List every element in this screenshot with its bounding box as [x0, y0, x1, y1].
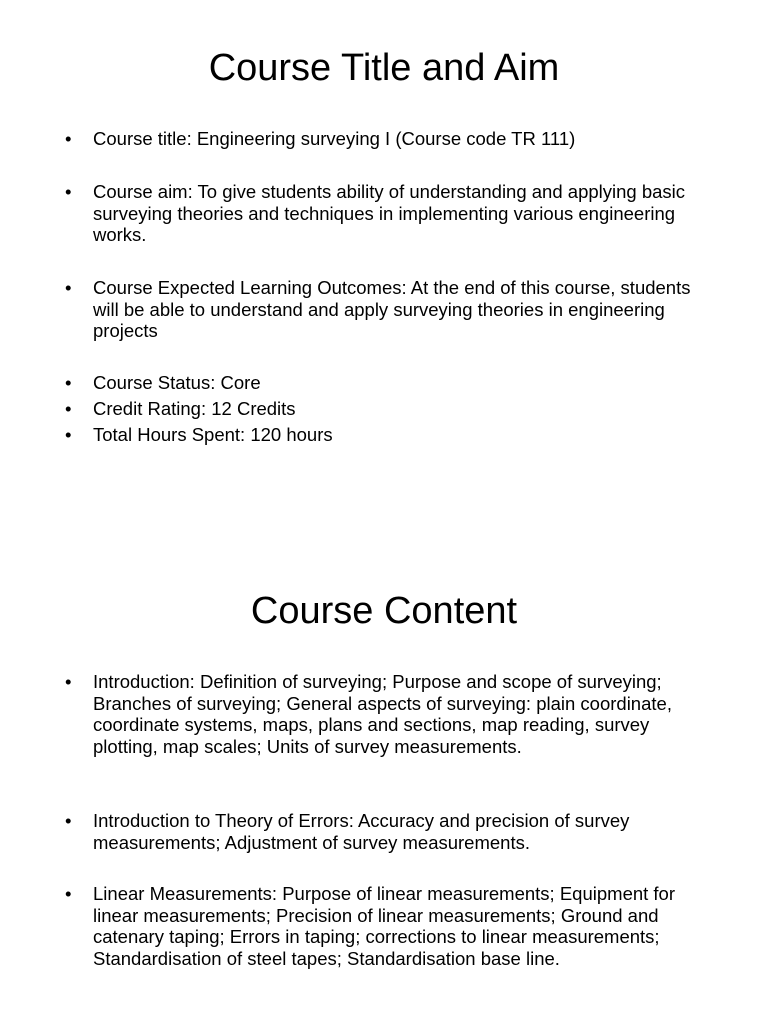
bullet-text: Credit Rating: 12 Credits	[93, 398, 296, 419]
slide-title: Course Title and Aim	[208, 47, 560, 89]
bullet-introduction	[65, 671, 713, 757]
bullet-course-status	[65, 372, 713, 394]
bullet-icon: •	[65, 277, 72, 298]
bullet-icon: •	[65, 671, 72, 692]
bullet-theory-of-errors	[65, 810, 713, 853]
bullet-text: Introduction: Definition of surveying; Purpose and scope of surveying; Branches of surveying; General aspects of surveying: plain coordinate, coordinate systems, maps, plans and sections, map reading, survey plotting, map scales; Units of survey measurements.	[93, 671, 672, 757]
bullet-icon: •	[65, 424, 72, 445]
bullet-learning-outcomes	[65, 277, 713, 342]
bullet-icon: •	[65, 128, 72, 149]
bullet-icon: •	[65, 810, 72, 831]
slide-course-content	[0, 542, 768, 1024]
bullet-course-title	[65, 128, 713, 150]
bullet-text: Introduction to Theory of Errors: Accuracy and precision of survey measurements; Adjustment of survey measurements.	[93, 810, 630, 853]
bullet-icon: •	[65, 181, 72, 202]
bullet-text: Course aim: To give students ability of understanding and applying basic surveying theories and techniques in implementing various engineering works.	[93, 181, 686, 245]
bullet-text: Linear Measurements: Purpose of linear measurements; Equipment for linear measurements; Precision of linear measurements; Ground and catenary taping; Errors in taping; corrections to linear measurements; Standardisation of steel tapes; Standardisation base line.	[93, 883, 676, 969]
bullet-text: Course Expected Learning Outcomes: At the end of this course, students will be able to understand and apply surveying theories in engineering projects	[93, 277, 691, 341]
bullet-icon: •	[65, 372, 72, 393]
bullet-text: Course title: Engineering surveying I (Course code TR 111)	[93, 128, 576, 149]
bullet-icon: •	[65, 398, 72, 419]
slide-title: Course Content	[250, 590, 518, 632]
bullet-total-hours	[65, 424, 713, 446]
bullet-text: Total Hours Spent: 120 hours	[93, 424, 333, 445]
bullet-credit-rating	[65, 398, 713, 420]
bullet-course-aim	[65, 181, 713, 246]
bullet-icon: •	[65, 883, 72, 904]
bullet-linear-measurements	[65, 883, 713, 969]
bullet-text: Course Status: Core	[93, 372, 261, 393]
